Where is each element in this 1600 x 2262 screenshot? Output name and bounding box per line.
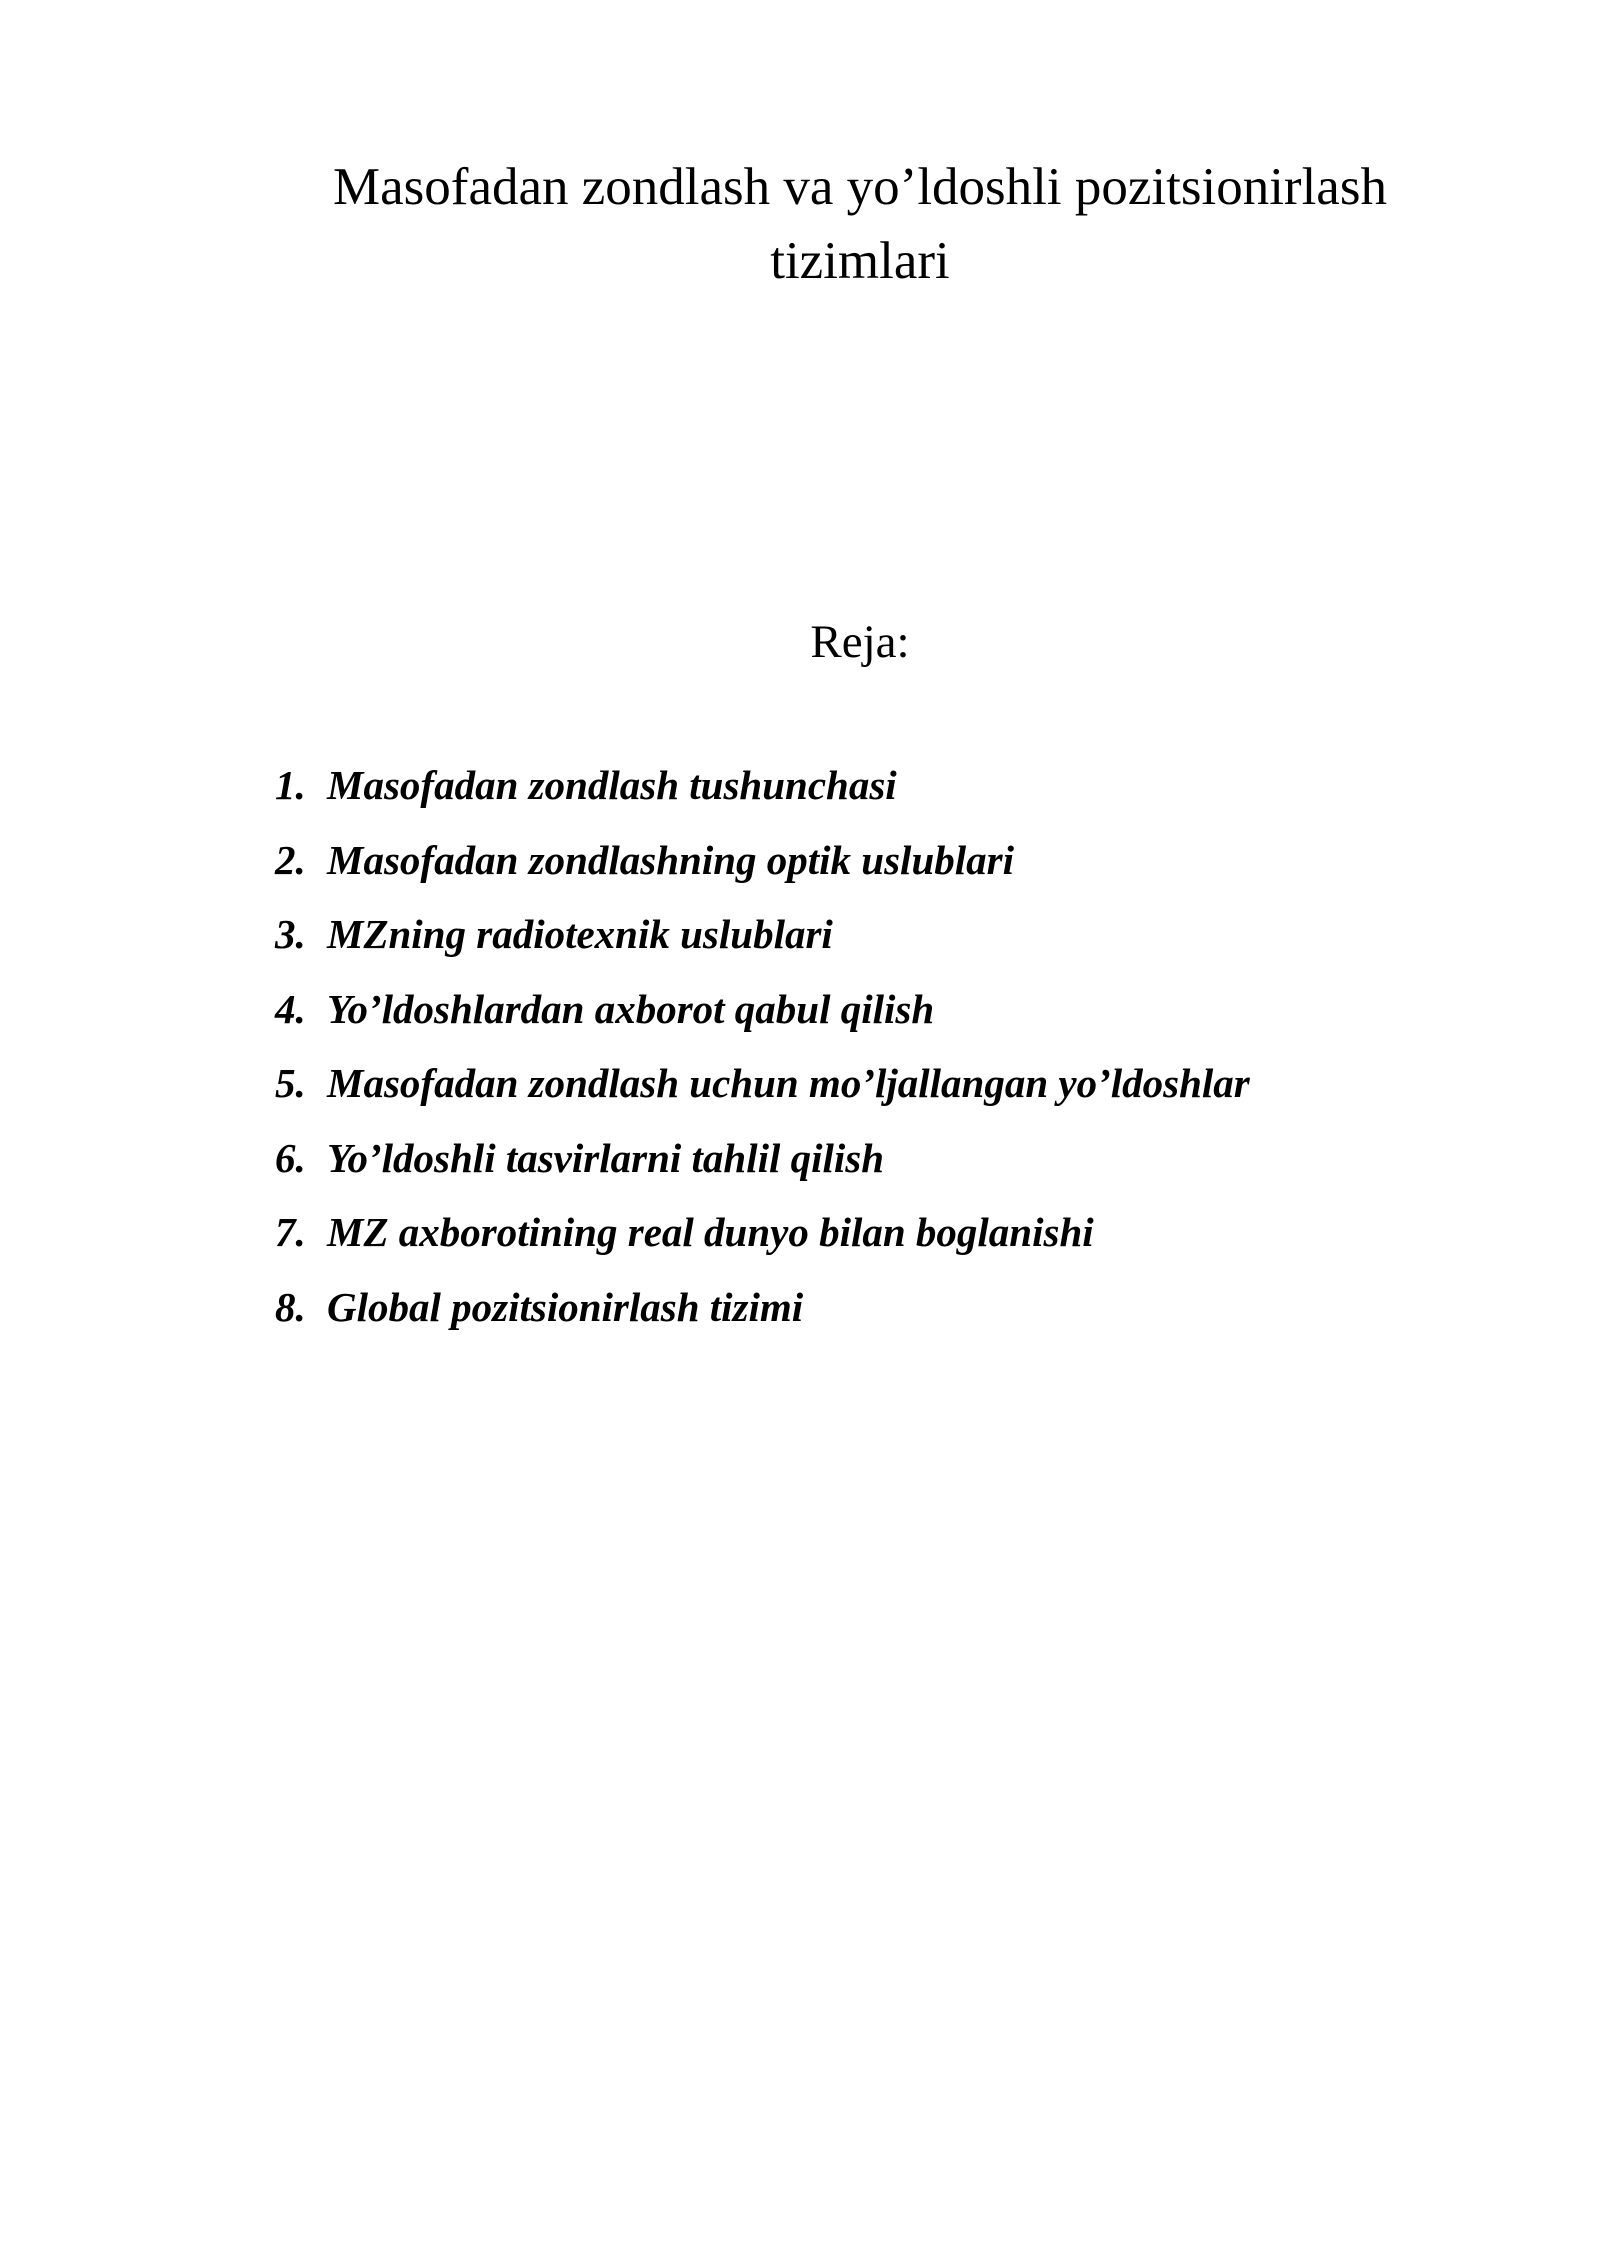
plan-item-text: MZning radiotexnik uslublari	[327, 911, 833, 957]
plan-item-text: Masofadan zondlash uchun mo’ljallangan yo’ldoshlar	[327, 1060, 1250, 1106]
plan-item-text: Yo’ldoshli tasvirlarni tahlil qilish	[327, 1134, 885, 1181]
plan-list	[275, 760, 1250, 1356]
plan-item	[275, 1207, 1250, 1282]
plan-item-number: 3.	[275, 911, 306, 957]
plan-item	[275, 760, 1250, 835]
plan-item-number: 4.	[275, 985, 306, 1032]
document-title: Masofadan zondlash va yo’ldoshli pozitsionirlash tizimlari	[333, 158, 1387, 290]
plan-item-text: Masofadan zondlashning optik uslublari	[327, 836, 1014, 883]
plan-item-text: Yo’ldoshlardan axborot qabul qilish	[327, 985, 935, 1032]
plan-item-number: 2.	[275, 836, 306, 883]
plan-item-number: 6.	[275, 1134, 306, 1181]
plan-item	[275, 1133, 1250, 1208]
plan-item-number: 5.	[275, 1060, 306, 1106]
plan-heading: Reja:	[810, 616, 910, 668]
plan-item-number: 8.	[275, 1283, 306, 1330]
plan-item	[275, 1282, 1250, 1357]
plan-item-number: 1.	[275, 762, 306, 808]
plan-item-text: MZ axborotining real dunyo bilan boglanishi	[327, 1209, 1094, 1255]
plan-item	[275, 984, 1250, 1059]
plan-item	[275, 1058, 1250, 1133]
plan-item	[275, 835, 1250, 910]
plan-item-number: 7.	[275, 1209, 306, 1255]
plan-item-text: Global pozitsionirlash tizimi	[327, 1283, 804, 1330]
plan-item-text: Masofadan zondlash tushunchasi	[327, 762, 897, 808]
plan-item	[275, 909, 1250, 984]
